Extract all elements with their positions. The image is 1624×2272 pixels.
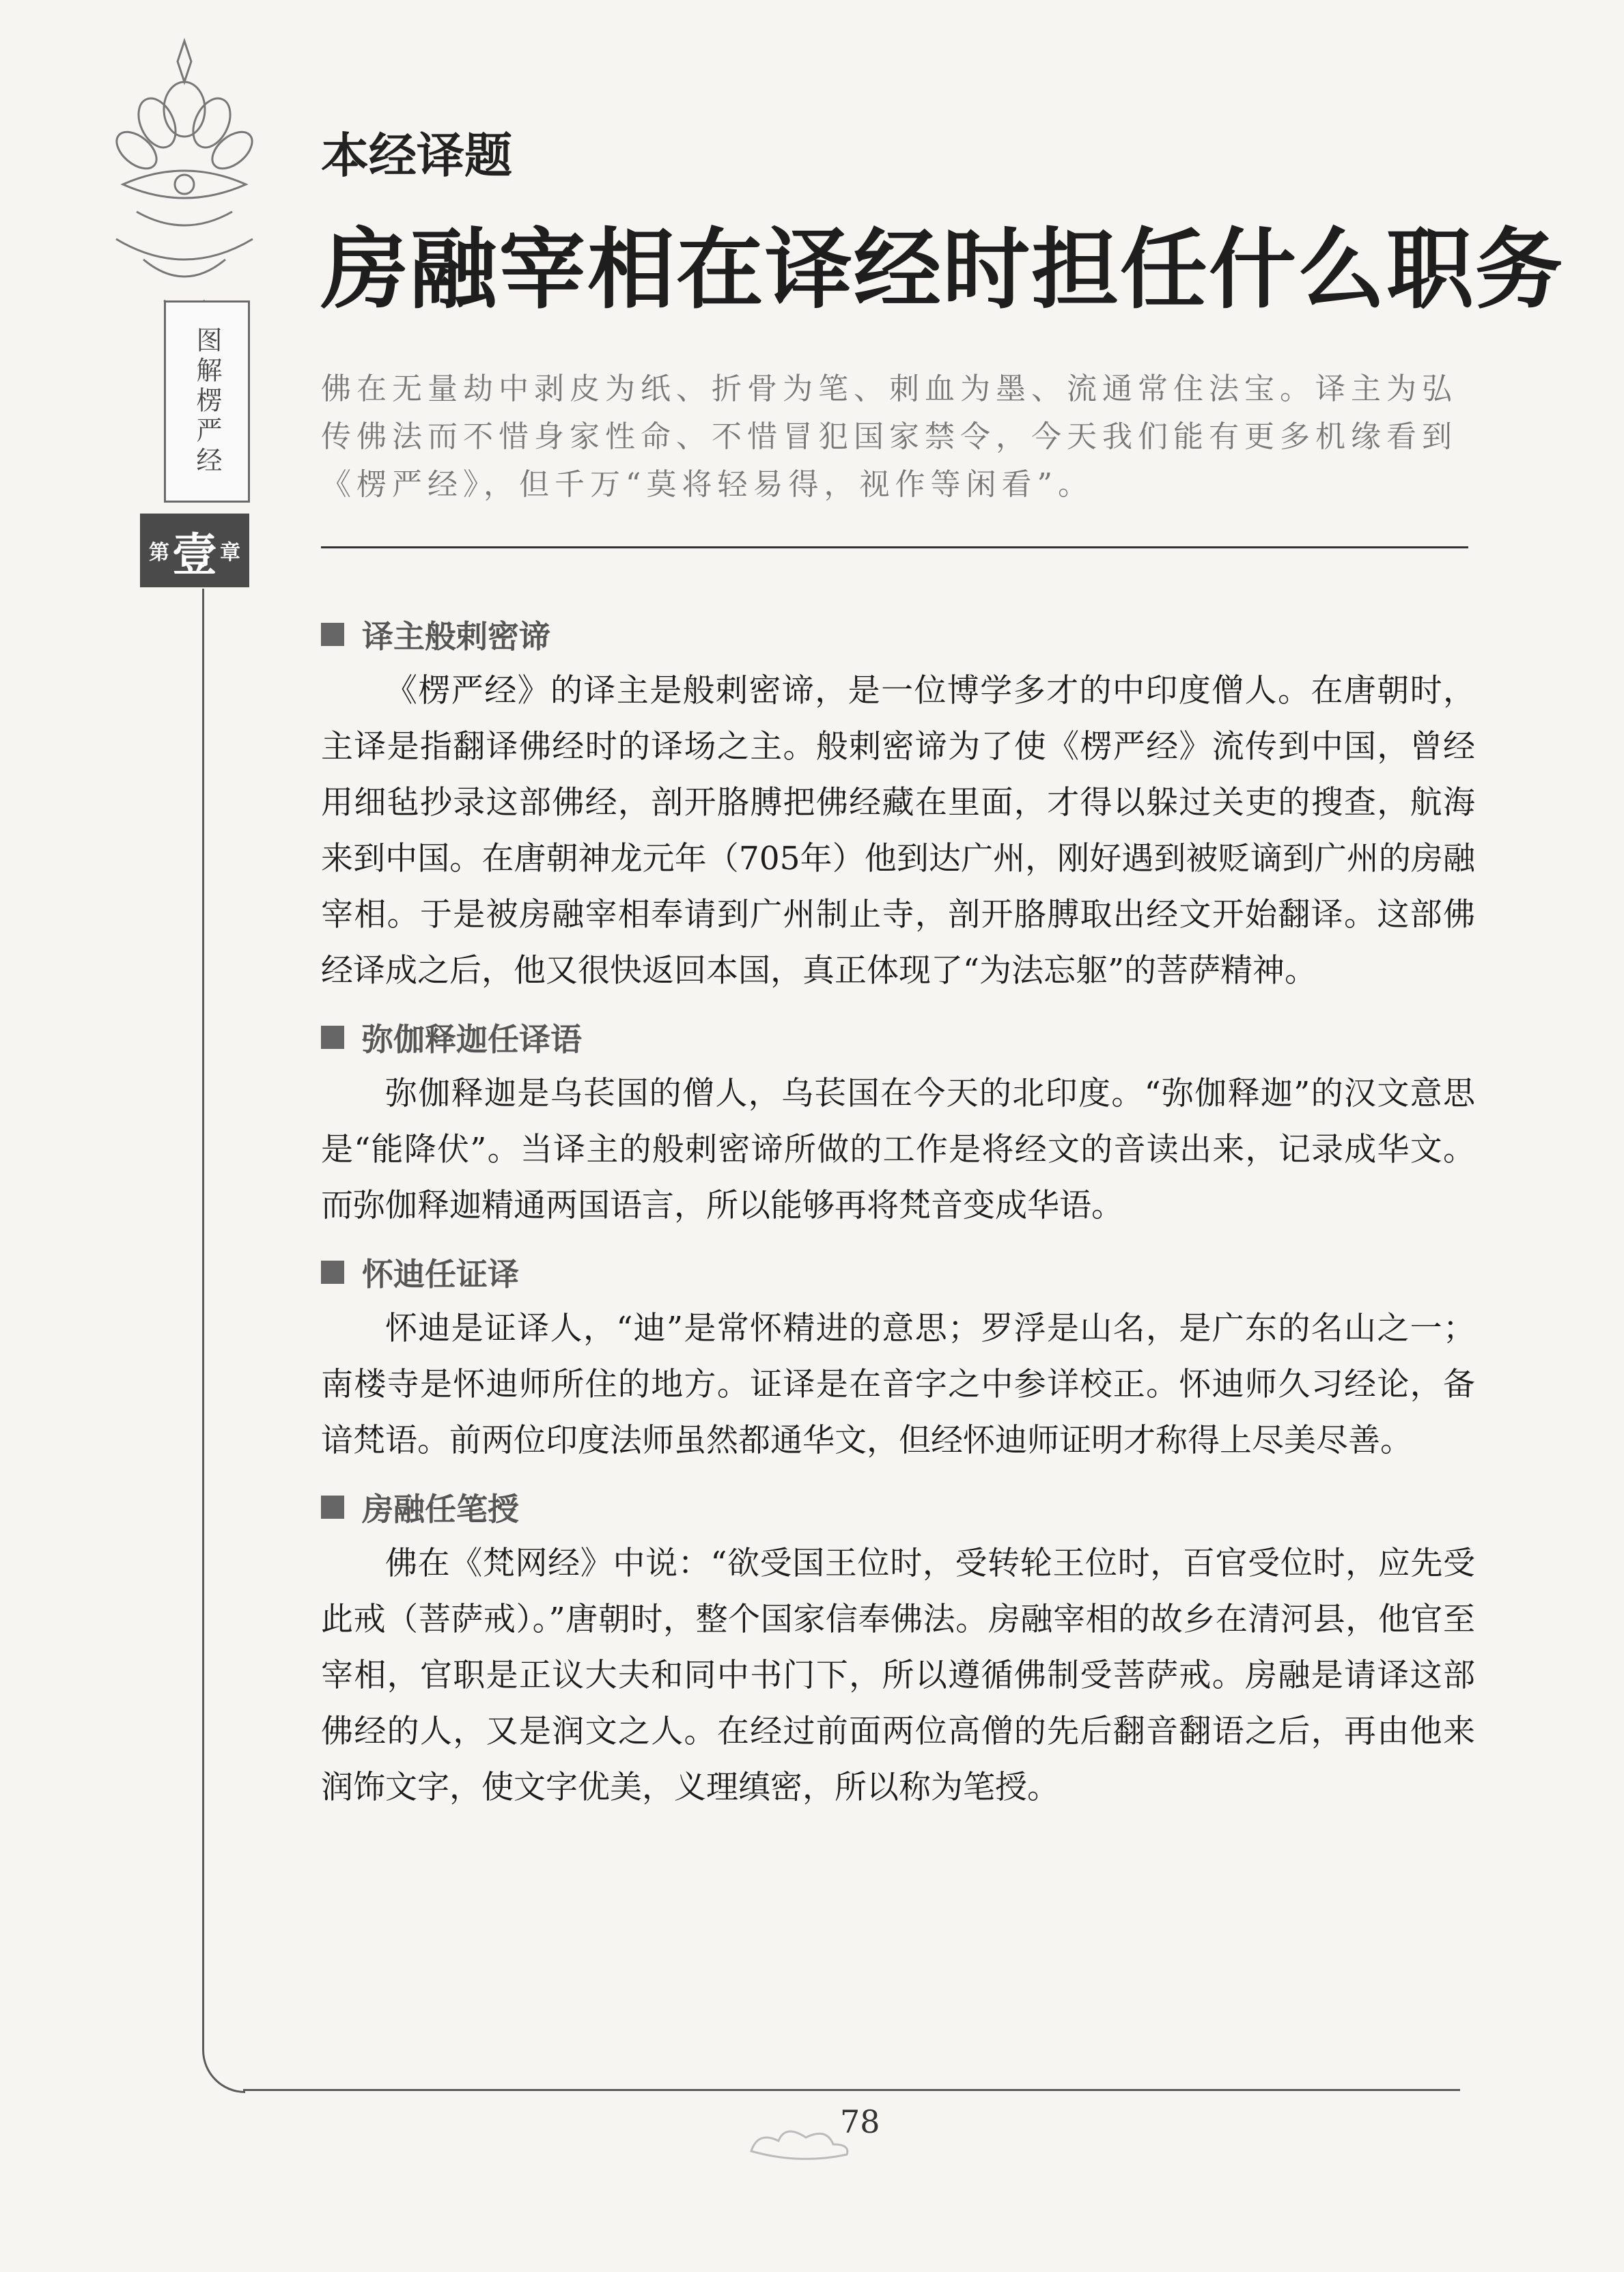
page-title: 房融宰相在译经时担任什么职务 bbox=[321, 219, 1565, 321]
chapter-number: 壹 bbox=[172, 528, 217, 581]
page-frame-left bbox=[202, 589, 245, 2093]
section-heading bbox=[321, 1244, 1475, 1301]
article-body bbox=[321, 598, 1475, 1825]
section-paragraph: 佛在《梵网经》中说：“欲受国王位时，受转轮王位时，百官受位时，应先受此戒（菩萨戒）。”唐朝时，整个国家信奉佛法。房融宰相的故乡在清河县，他官至宰相，官职是正议大夫和同中书门下，所以遵循佛制受菩萨戒。房融是请译这部佛经的人，又是润文之人。在经过前面两位高僧的先后翻音翻语之后，再由他来润饰文字，使文字优美，义理缜密，所以称为笔授。 bbox=[321, 1545, 1475, 1806]
section-heading-text: 房融任笔授 bbox=[362, 1491, 519, 1528]
section-verifier bbox=[321, 1244, 1475, 1469]
section-heading bbox=[321, 1009, 1475, 1066]
section-subtitle: 本经译题 bbox=[321, 128, 512, 184]
section-translator bbox=[321, 606, 1475, 999]
section-heading-text: 弥伽释迦任译语 bbox=[362, 1021, 582, 1058]
section-heading-text: 怀迪任证译 bbox=[362, 1256, 519, 1293]
section-heading-text: 译主般剌密谛 bbox=[362, 618, 550, 655]
book-title: 图解楞严经 bbox=[192, 326, 222, 477]
cloud-ornament-icon bbox=[744, 2117, 854, 2165]
section-paragraph: 弥伽释迦是乌苌国的僧人，乌苌国在今天的北印度。“弥伽释迦”的汉文意思是“能降伏”。当译主的般剌密谛所做的工作是将经文的音读出来，记录成华文。而弥伽释迦精通两国语言，所以能够再将梵音变成华语。 bbox=[321, 1075, 1475, 1224]
section-scribe bbox=[321, 1478, 1475, 1816]
page-frame-bottom bbox=[243, 2089, 1460, 2091]
section-paragraph: 《楞严经》的译主是般剌密谛，是一位博学多才的中印度僧人。在唐朝时，主译是指翻译佛经时的译场之主。般剌密谛为了使《楞严经》流传到中国，曾经用细毡抄录这部佛经，剖开胳膊把佛经藏在里面，才得以躲过关吏的搜查，航海来到中国。在唐朝神龙元年（705年）他到达广州，刚好遇到被贬谪到广州的房融宰相。于是被房融宰相奉请到广州制止寺，剖开胳膊取出经文开始翻译。这部佛经译成之后，他又很快返回本国，真正体现了“为法忘躯”的菩萨精神。 bbox=[321, 672, 1475, 990]
square-bullet-icon bbox=[321, 1026, 344, 1049]
section-heading bbox=[321, 606, 1475, 663]
square-bullet-icon bbox=[321, 1496, 344, 1519]
section-heading bbox=[321, 1478, 1475, 1536]
book-title-box bbox=[164, 300, 250, 503]
section-interpreter bbox=[321, 1009, 1475, 1234]
chapter-marker bbox=[140, 514, 249, 587]
square-bullet-icon bbox=[321, 623, 344, 646]
section-paragraph: 怀迪是证译人，“迪”是常怀精进的意思；罗浮是山名，是广东的名山之一；南楼寺是怀迪师所住的地方。证译是在音字之中参详校正。怀迪师久习经论，备谙梵语。前两位印度法师虽然都通华文，但经怀迪师证明才称得上尽美尽善。 bbox=[321, 1310, 1475, 1459]
chapter-suffix: 章 bbox=[220, 541, 240, 565]
vajra-lotus-ornament bbox=[96, 34, 273, 321]
intro-paragraph: 佛在无量劫中剥皮为纸、折骨为笔、刺血为墨、流通常住法宝。译主为弘传佛法而不惜身家性命、不惜冒犯国家禁令，今天我们能有更多机缘看到《楞严经》，但千万“莫将轻易得，视作等闲看”。 bbox=[321, 371, 1457, 502]
chapter-prefix: 第 bbox=[149, 541, 169, 565]
divider-rule bbox=[321, 546, 1468, 548]
square-bullet-icon bbox=[321, 1261, 344, 1284]
page-number: 78 bbox=[840, 2103, 880, 2140]
